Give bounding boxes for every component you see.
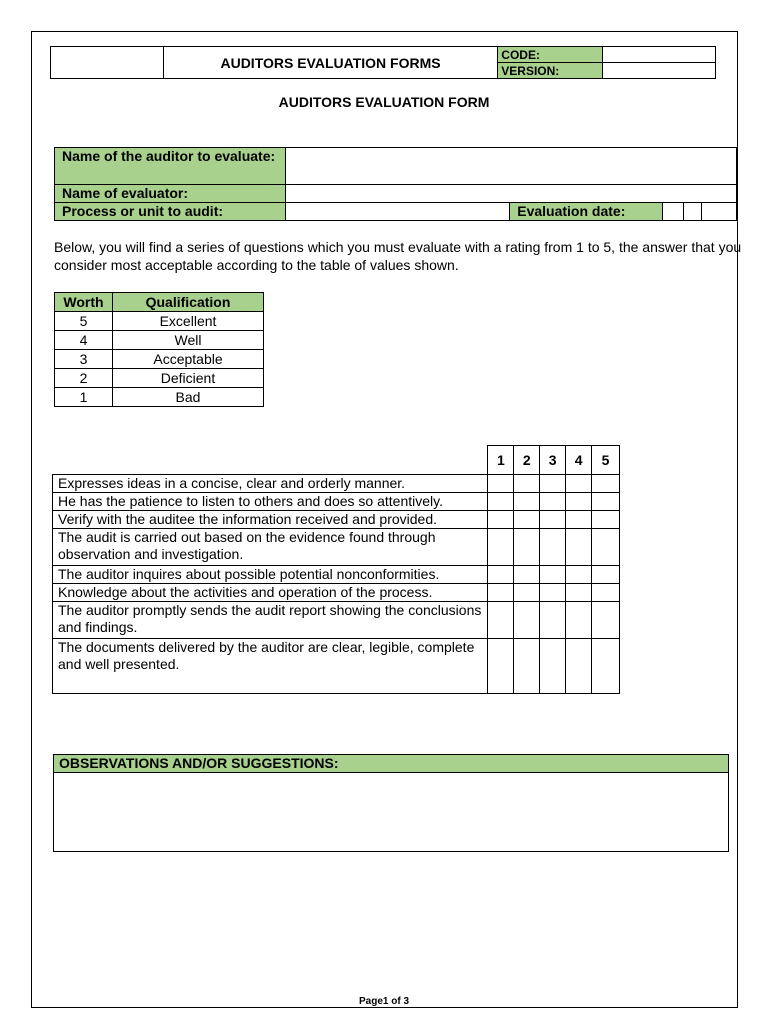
question-row xyxy=(53,475,620,493)
rating-cell-4[interactable] xyxy=(566,584,592,602)
rating-cell-4[interactable] xyxy=(566,602,592,639)
question-row xyxy=(53,511,620,529)
question-text: The documents delivered by the auditor are clear, legible, complete and well presented. xyxy=(53,639,488,694)
question-text: The auditor promptly sends the audit report showing the conclusions and findings. xyxy=(53,602,488,639)
rating-cell-5[interactable] xyxy=(592,493,620,511)
rating-cell-1[interactable] xyxy=(488,493,514,511)
rating-cell-4[interactable] xyxy=(566,511,592,529)
document-title: AUDITORS EVALUATION FORMS xyxy=(163,47,498,79)
info-table xyxy=(54,147,737,221)
rating-cell-4[interactable] xyxy=(566,566,592,584)
worth-row xyxy=(55,331,264,350)
rating-cell-3[interactable] xyxy=(540,602,566,639)
worth-row xyxy=(55,369,264,388)
rating-header-3: 3 xyxy=(540,446,566,475)
worth-value: 1 xyxy=(55,388,113,407)
rating-cell-5[interactable] xyxy=(592,566,620,584)
process-field[interactable] xyxy=(285,203,510,221)
question-row xyxy=(53,602,620,639)
instructions-text: Below, you will find a series of questions which you must evaluate with a rating from 1 to 5, the answer that you consider most acceptable according to the table of values shown. xyxy=(54,239,742,273)
rating-header-4: 4 xyxy=(566,446,592,475)
worth-value: 2 xyxy=(55,369,113,388)
rating-cell-5[interactable] xyxy=(592,584,620,602)
version-value[interactable] xyxy=(603,63,716,79)
worth-row xyxy=(55,312,264,331)
question-row xyxy=(53,584,620,602)
question-text: He has the patience to listen to others and does so attentively. xyxy=(53,493,488,511)
rating-cell-1[interactable] xyxy=(488,511,514,529)
qualification-value: Bad xyxy=(113,388,264,407)
rating-cell-3[interactable] xyxy=(540,584,566,602)
rating-cell-1[interactable] xyxy=(488,639,514,694)
question-text: The auditor inquires about possible potential nonconformities. xyxy=(53,566,488,584)
rating-cell-4[interactable] xyxy=(566,493,592,511)
worth-row xyxy=(55,350,264,369)
evaluation-date-month[interactable] xyxy=(684,203,702,221)
rating-cell-4[interactable] xyxy=(566,475,592,493)
question-text: Expresses ideas in a concise, clear and orderly manner. xyxy=(53,475,488,493)
rating-cell-2[interactable] xyxy=(514,529,540,566)
rating-cell-2[interactable] xyxy=(514,566,540,584)
rating-cell-2[interactable] xyxy=(514,493,540,511)
qualification-value: Excellent xyxy=(113,312,264,331)
rating-cell-1[interactable] xyxy=(488,475,514,493)
evaluator-name-field[interactable] xyxy=(285,185,736,203)
rating-header-2: 2 xyxy=(514,446,540,475)
rating-cell-1[interactable] xyxy=(488,566,514,584)
rating-header-1: 1 xyxy=(488,446,514,475)
logo-cell xyxy=(51,47,164,79)
question-row xyxy=(53,529,620,566)
auditor-name-field[interactable] xyxy=(285,148,736,185)
header-table xyxy=(50,46,716,79)
qualification-header: Qualification xyxy=(113,293,264,312)
worth-value: 4 xyxy=(55,331,113,350)
rating-cell-5[interactable] xyxy=(592,529,620,566)
rating-cell-2[interactable] xyxy=(514,639,540,694)
question-text: Knowledge about the activities and operation of the process. xyxy=(53,584,488,602)
rating-cell-1[interactable] xyxy=(488,584,514,602)
worth-header: Worth xyxy=(55,293,113,312)
rating-cell-5[interactable] xyxy=(592,602,620,639)
qualification-value: Well xyxy=(113,331,264,350)
rating-cell-5[interactable] xyxy=(592,511,620,529)
rating-cell-3[interactable] xyxy=(540,511,566,529)
process-label: Process or unit to audit: xyxy=(55,203,286,221)
qualification-value: Deficient xyxy=(113,369,264,388)
rating-cell-4[interactable] xyxy=(566,529,592,566)
question-row xyxy=(53,566,620,584)
worth-value: 5 xyxy=(55,312,113,331)
worth-row xyxy=(55,388,264,407)
rating-cell-2[interactable] xyxy=(514,511,540,529)
page-number: Page1 of 3 xyxy=(358,996,410,1007)
form-title: AUDITORS EVALUATION FORM xyxy=(278,94,490,110)
code-value[interactable] xyxy=(603,47,716,63)
rating-cell-4[interactable] xyxy=(566,639,592,694)
questions-header-spacer xyxy=(53,446,488,475)
version-label: VERSION: xyxy=(498,63,603,79)
rating-cell-3[interactable] xyxy=(540,475,566,493)
rating-cell-3[interactable] xyxy=(540,566,566,584)
worth-value: 3 xyxy=(55,350,113,369)
evaluation-date-label: Evaluation date: xyxy=(510,203,663,221)
observations-field[interactable] xyxy=(53,772,729,852)
question-row xyxy=(53,493,620,511)
rating-cell-2[interactable] xyxy=(514,584,540,602)
rating-header-5: 5 xyxy=(592,446,620,475)
questions-table xyxy=(52,445,620,694)
rating-cell-5[interactable] xyxy=(592,639,620,694)
question-text: Verify with the auditee the information received and provided. xyxy=(53,511,488,529)
rating-cell-2[interactable] xyxy=(514,602,540,639)
rating-cell-3[interactable] xyxy=(540,529,566,566)
question-row xyxy=(53,639,620,694)
observations-header: OBSERVATIONS AND/OR SUGGESTIONS: xyxy=(53,754,729,773)
rating-cell-3[interactable] xyxy=(540,493,566,511)
rating-cell-5[interactable] xyxy=(592,475,620,493)
evaluation-date-year[interactable] xyxy=(702,203,737,221)
worth-table xyxy=(54,292,264,407)
qualification-value: Acceptable xyxy=(113,350,264,369)
question-text: The audit is carried out based on the evidence found through observation and investigation. xyxy=(53,529,488,566)
rating-cell-1[interactable] xyxy=(488,529,514,566)
evaluation-date-day[interactable] xyxy=(663,203,684,221)
evaluator-name-label: Name of evaluator: xyxy=(55,185,286,203)
rating-cell-3[interactable] xyxy=(540,639,566,694)
code-label: CODE: xyxy=(498,47,603,63)
auditor-name-label: Name of the auditor to evaluate: xyxy=(55,148,286,185)
rating-cell-2[interactable] xyxy=(514,475,540,493)
rating-cell-1[interactable] xyxy=(488,602,514,639)
